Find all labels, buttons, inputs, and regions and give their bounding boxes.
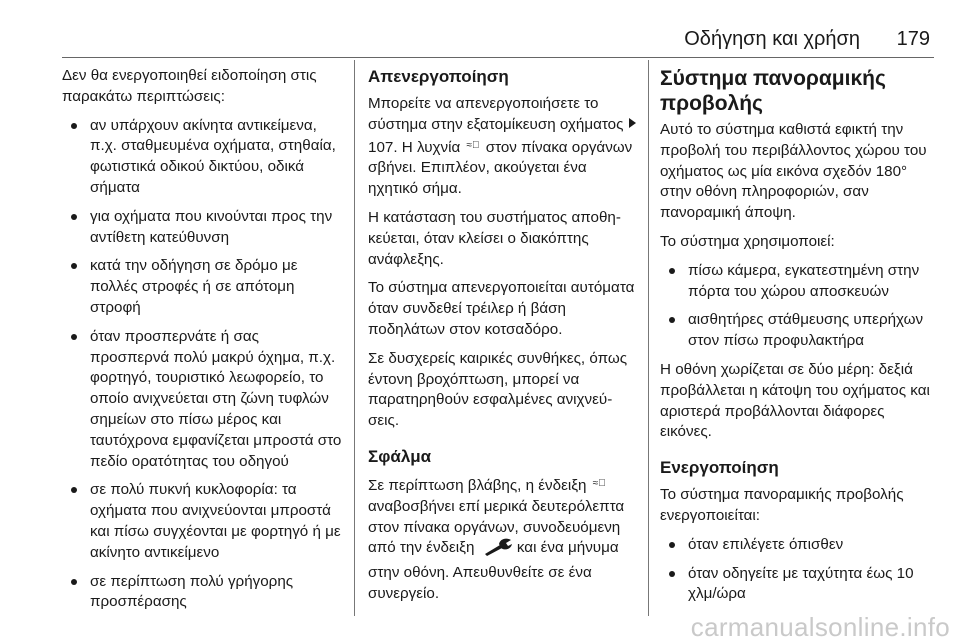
intro-paragraph: Δεν θα ενεργοποιηθεί ειδοποίηση στις παρακάτω περιπτώσεις:	[62, 67, 317, 105]
paragraph: Το σύστημα απενεργοποιείται αυτόματα όταν συνδεθεί τρέιλερ ή βάση ποδηλάτων στον κοτσαδόρο.	[368, 279, 635, 338]
blind-spot-lamp-icon: ≈⃝	[592, 477, 606, 489]
section-title: Σύστημα πανοραμικής προβολής	[660, 67, 886, 115]
list-item: όταν προσπερνάτε ή σας προσπερνά πολύ μακρύ όχημα, π.χ. φορτηγό, τουριστικό λεωφορείο, το οποίο ανιχνεύεται στη ζώνη τυφλών σημείων στο πίσω μέρος και ταυτόχρονα εμφανίζεται μπροστά στο πεδίο ορατότητας του οδηγού	[62, 327, 342, 473]
list-item: όταν επιλέγετε όπισθεν	[660, 535, 940, 556]
paragraph: Το σύστημα χρησιμοποιεί:	[660, 232, 835, 250]
text: Σε περίπτωση βλάβης, η ένδειξη	[368, 476, 587, 494]
system-components-list	[660, 261, 940, 352]
column-divider-2	[648, 60, 649, 616]
list-item: όταν οδηγείτε με ταχύτητα έως 10 χλμ/ώρα	[660, 564, 940, 606]
list-item: κατά την οδήγηση σε δρόμο με πολλές στροφές ή σε απότομη στροφή	[62, 256, 342, 318]
text: στον πίνακα οργάνων σβήνει. Επιπλέον, ακούγεται ένα ηχητικό σήμα.	[368, 138, 633, 198]
page-number: 179	[896, 28, 930, 50]
blind-spot-lamp-icon: ≈⃝	[466, 139, 480, 151]
activation-list	[660, 535, 940, 605]
column-divider-1	[354, 60, 355, 616]
section-heading-fault: Σφάλμα	[368, 446, 432, 466]
page-reference[interactable]: 107	[368, 138, 394, 156]
header-rule	[62, 57, 934, 58]
list-item: πίσω κάμερα, εγκατεστημένη στην πόρτα του χώρου αποσκευών	[660, 261, 940, 303]
watermark: carmanualsonline.info	[690, 612, 950, 642]
list-item: σε περίπτωση πολύ γρήγορης προσπέρασης	[62, 572, 342, 614]
list-item: αν υπάρχουν ακίνητα αντικείμενα, π.χ. σταθμευμένα οχήματα, στηθαία, φωτιστικά οδικού δικτύου, οδικά σήματα	[62, 116, 342, 199]
text: αναβοσβήνει επί μερικά δευτερόλεπτα στον πίνακα οργάνων, συνοδευόμενη από την ένδειξη	[368, 497, 625, 557]
paragraph: Σε δυσχερείς καιρικές συνθήκες, όπως έντονη βροχόπτωση, μπορεί να παρατηρηθούν εσφαλμένες ανιχνεύσεις.	[368, 349, 628, 430]
page-header-title: Οδήγηση και χρήση	[684, 28, 860, 50]
wrench-icon	[483, 538, 513, 563]
column-2	[368, 66, 638, 613]
no-warning-list	[62, 116, 342, 614]
paragraph: Η κατάσταση του συστήματος αποθηκεύεται, όταν κλείσει ο διακόπτης ανάφλεξης.	[368, 208, 621, 268]
list-item: για οχήματα που κινούνται προς την αντίθετη κατεύθυνση	[62, 207, 342, 249]
list-item: σε πολύ πυκνή κυκλοφορία: τα οχήματα που ανιχνεύονται μπροστά και πίσω συγχέονται με φορτηγό ή με ακίνητο αντικείμενο	[62, 480, 342, 563]
section-heading-deactivation: Απενεργοποίηση	[368, 67, 509, 86]
list-item: αισθητήρες στάθμευσης υπερήχων στον πίσω προφυλακτήρα	[660, 310, 940, 352]
arrow-icon	[629, 118, 636, 128]
text: . Η λυχνία	[393, 138, 461, 156]
paragraph	[368, 474, 638, 605]
column-1	[62, 66, 342, 621]
paragraph	[368, 94, 638, 200]
paragraph: Το σύστημα πανοραμικής προβολής ενεργοποιείται:	[660, 486, 904, 524]
text: και ένα μήνυμα στην οθόνη. Απευθυνθείτε σε ένα συνεργείο.	[368, 539, 619, 602]
text: Μπορείτε να απενεργοποιήσετε το σύστημα στην εξατομίκευση οχήματος	[368, 95, 624, 133]
paragraph: Αυτό το σύστημα καθιστά εφικτή την προβολή του περιβάλλοντος χώρου του οχήματος ως μία εικόνα σχεδόν 180° στην οθόνη πληροφοριών, σαν πανοραμική άποψη.	[660, 121, 927, 222]
column-3	[660, 66, 940, 613]
paragraph: Η οθόνη χωρίζεται σε δύο μέρη: δεξιά προβάλλεται η κάτοψη του οχήματος και αριστερά προβάλλονται διάφορες εικόνες.	[660, 360, 930, 441]
section-heading-activation: Ενεργοποίηση	[660, 458, 779, 478]
